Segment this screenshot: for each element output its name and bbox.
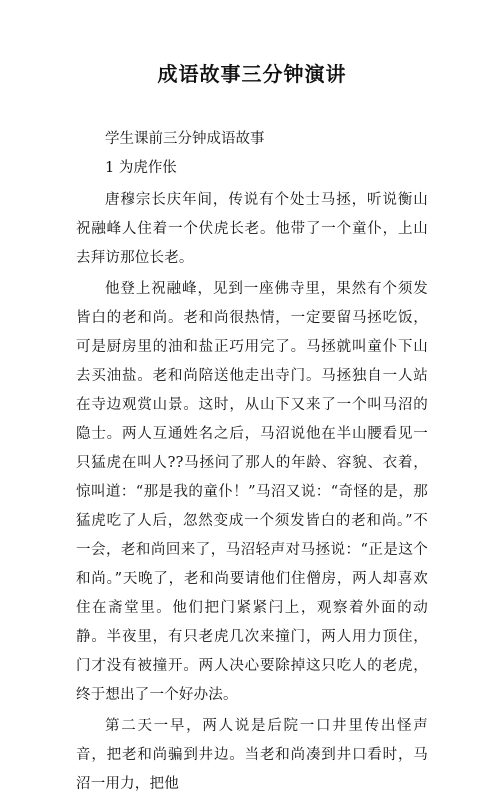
body-paragraph-1: 唐穆宗长庆年间，传说有个处士马拯，听说衡山祝融峰人住着一个伏虎长老。他带了一个童仆，上山去拜访那位长老。 bbox=[76, 192, 428, 266]
body-paragraph-3: 第二天一早，两人说是后院一口井里传出怪声音，把老和尚骗到井边。当老和尚凑到井口看时，马沼一用力，把他 bbox=[76, 718, 428, 792]
document-subtitle: 学生课前三分钟成语故事 bbox=[105, 131, 265, 147]
section-heading: 1 为虎作伥 bbox=[105, 160, 177, 176]
document-title: 成语故事三分钟演讲 bbox=[157, 62, 347, 86]
body-paragraph-2: 他登上祝融峰，见到一座佛寺里，果然有个须发皆白的老和尚。老和尚很热情，一定要留马拯吃饭，可是厨房里的油和盐正巧用完了。马拯就叫童仆下山去买油盐。老和尚陪送他走出寺门。马拯独自一人站在寺边观赏山景。这时，从山下又来了一个叫马沼的隐士。两人互通姓名之后，马沼说他在半山腰看见一只猛虎在叫人??马拯问了那人的年龄、容貌、衣着，惊叫道：“那是我的童仆！”马沼又说：“奇怪的是，那猛虎吃了人后，忽然变成一个须发皆白的老和尚。”不一会，老和尚回来了，马沼轻声对马拯说：“正是这个和尚。”天晚了，老和尚要请他们住僧房，两人却喜欢住在斋堂里。他们把门紧紧闩上，观察着外面的动静。半夜里，有只老虎几次来撞门，两人用力顶住，门才没有被撞开。两人决心要除掉这只吃人的老虎，终于想出了一个好办法。 bbox=[76, 281, 428, 703]
